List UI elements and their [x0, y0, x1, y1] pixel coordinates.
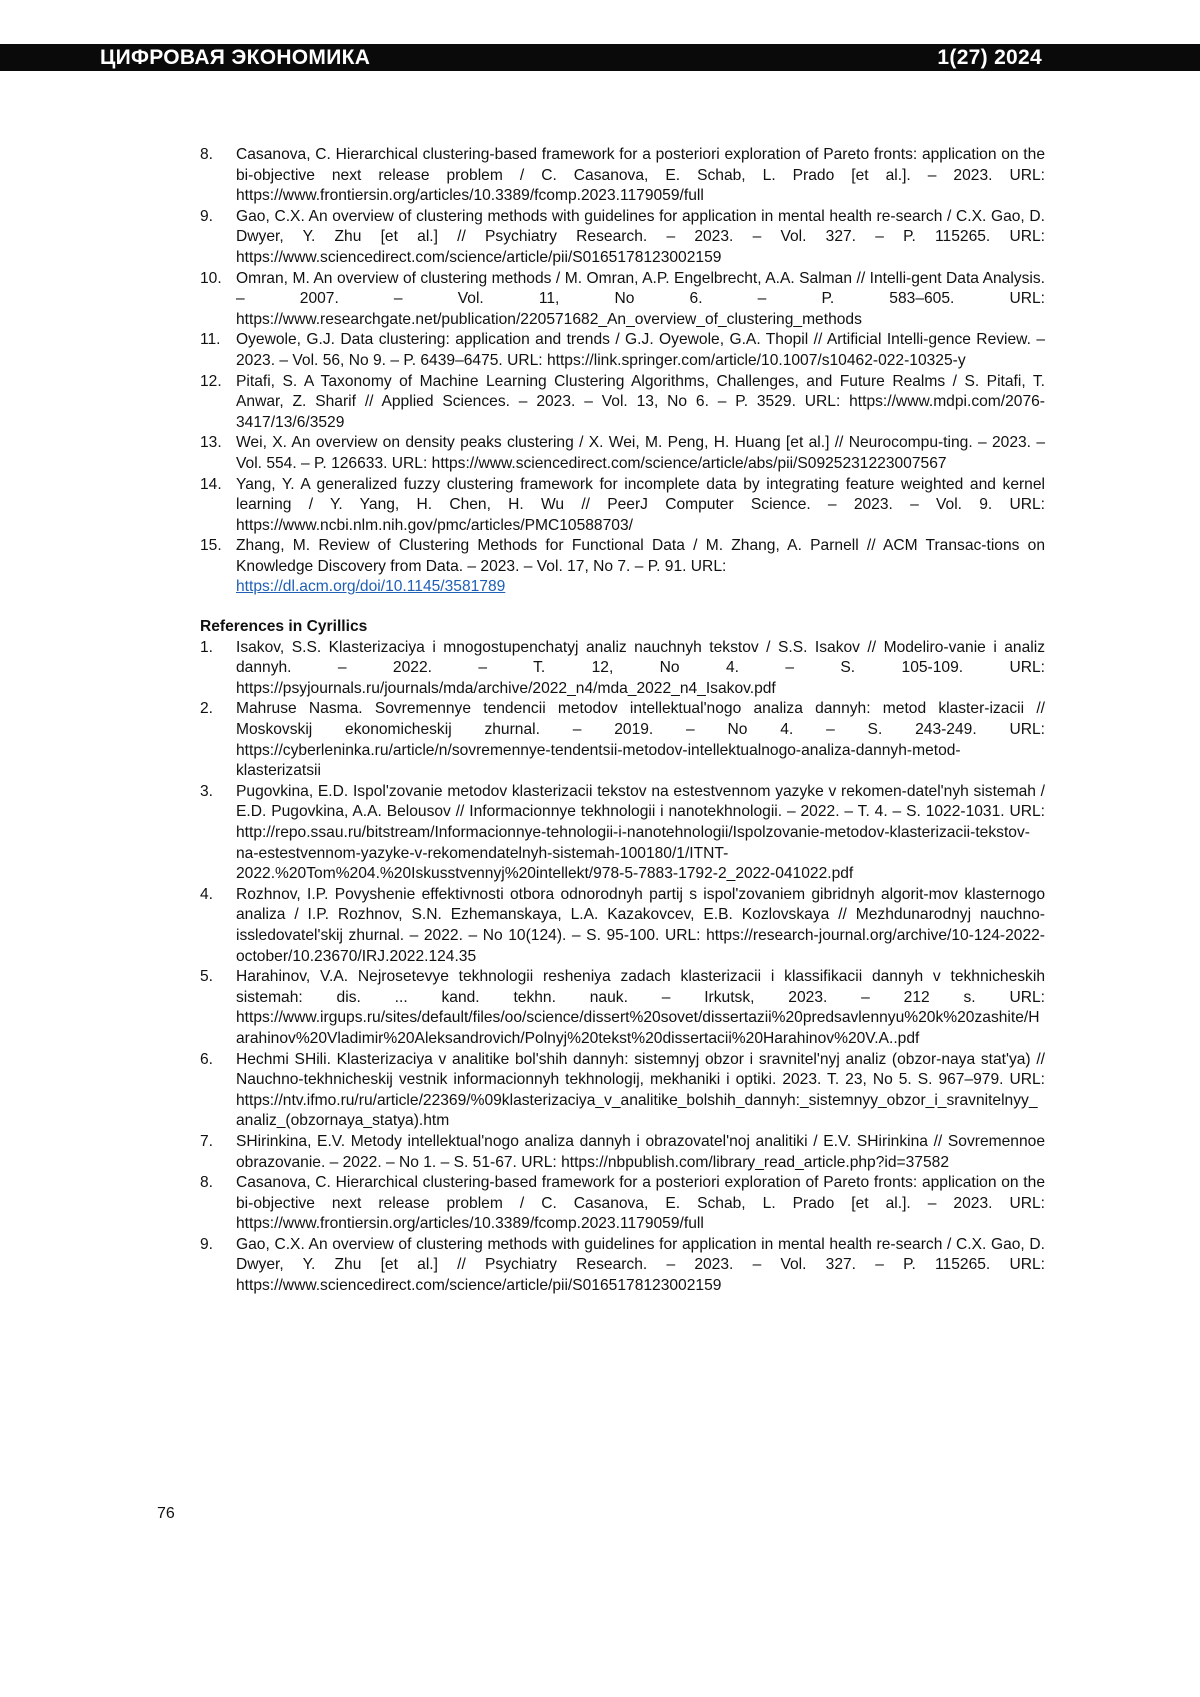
reference-item — [200, 638, 1045, 700]
reference-number: 2. — [200, 699, 213, 720]
reference-number: 11. — [200, 330, 221, 351]
reference-item — [200, 269, 1045, 331]
reference-item — [200, 1235, 1045, 1297]
reference-item — [200, 699, 1045, 781]
reference-text: Mahruse Nasma. Sovremennye tendencii metodov intellektual'nogo analiza dannyh: metod klaster-izacii // Moskovskij ekonomicheskij zhurnal. – 2019. – No 4. – S. 243-249. URL: https://cyberleninka.ru/article/n/sovremennye-tendentsii-metodov-intellektualnogo-analiza-dannyh-metod-klasterizatsii — [236, 700, 1045, 779]
doi-link[interactable]: https://dl.acm.org/doi/10.1145/3581789 — [236, 578, 505, 595]
reference-item — [200, 1050, 1045, 1132]
reference-text: Casanova, C. Hierarchical clustering-based framework for a posteriori exploration of Pareto fronts: application on the bi-objective next release problem / C. Casanova, E. Schab, L. Prado [et al.]. – 2023. URL: https://www.frontiersin.org/articles/10.3389/fcomp.2023.1179059/full — [236, 146, 1045, 204]
reference-text: Zhang, M. Review of Clustering Methods for Functional Data / M. Zhang, A. Parnell // ACM Transac-tions on Knowledge Discovery from Data. – 2023. – Vol. 17, No 7. – P. 91. URL: — [236, 537, 1045, 575]
reference-item — [200, 207, 1045, 269]
reference-text: Gao, C.X. An overview of clustering methods with guidelines for application in mental health re-search / C.X. Gao, D. Dwyer, Y. Zhu [et al.] // Psychiatry Research. – 2023. – Vol. 327. – P. 115265. URL: https://www.sciencedirect.com/science/article/pii/S0165178123002159 — [236, 208, 1045, 266]
reference-text: Pugovkina, E.D. Ispol'zovanie metodov klasterizacii tekstov na estestvennom yazyke v rekomen-datel'nyh sistemah / E.D. Pugovkina, A.A. Belousov // Informacionnye tekhnologii i nanotekhnologii. – 2022. – T. 4. – S. 1022-1031. URL: http://repo.ssau.ru/bitstream/Informacionnye-tehnologii-i-nanotehnologii/Ispolzovanie-metodov-klasterizacii-tekstov-na-estestvennom-yazyke-v-rekomendatelnyh-sistemah-100180/1/ITNT-2022.%20Tom%204.%20Iskusstvennyj%20intellekt/978-5-7883-1792-2_2022-041022.pdf — [236, 783, 1045, 882]
reference-item — [200, 1132, 1045, 1173]
reference-text: Hechmi SHili. Klasterizaciya v analitike bol'shih dannyh: sistemnyj obzor i sravnitel'nyj analiz (obzor-naya stat'ya) // Nauchno-tekhnicheskij vestnik informacionnyh tekhnologij, mekhaniki i optiki. 2023. T. 23, No 5. S. 967–979. URL: https://ntv.ifmo.ru/ru/article/22369/%09klasterizaciya_v_analitike_bolshih_dannyh:_sistemnyy_obzor_i_sravnitelnyy_analiz_(obzornaya_statya).htm — [236, 1051, 1045, 1130]
reference-text: SHirinkina, E.V. Metody intellektual'nogo analiza dannyh i obrazovatel'noj analitiki / E.V. SHirinkina // Sovremennoe obrazovanie. – 2022. – No 1. – S. 51-67. URL: https://nbpublish.com/library_read_article.php?id=37582 — [236, 1133, 1045, 1171]
reference-item — [200, 967, 1045, 1049]
reference-text: Casanova, C. Hierarchical clustering-based framework for a posteriori exploration of Pareto fronts: application on the bi-objective next release problem / C. Casanova, E. Schab, L. Prado [et al.]. – 2023. URL: https://www.frontiersin.org/articles/10.3389/fcomp.2023.1179059/full — [236, 1174, 1045, 1232]
cyrillic-references-list — [200, 638, 1045, 1297]
reference-number: 9. — [200, 1235, 213, 1256]
reference-text: Omran, M. An overview of clustering methods / M. Omran, A.P. Engelbrecht, A.A. Salman // Intelli-gent Data Analysis. – 2007. – Vol. 11, No 6. – P. 583–605. URL: https://www.researchgate.net/publication/220571682_An_overview_of_clustering_methods — [236, 270, 1045, 328]
reference-text: Oyewole, G.J. Data clustering: application and trends / G.J. Oyewole, G.A. Thopil // Artificial Intelli-gence Review. – 2023. – Vol. 56, No 9. – P. 6439–6475. URL: https://link.springer.com/article/10.1007/s10462-022-10325-y — [236, 331, 1045, 369]
reference-number: 5. — [200, 967, 213, 988]
reference-item — [200, 145, 1045, 207]
reference-number: 15. — [200, 536, 222, 557]
reference-text: Harahinov, V.A. Nejrosetevye tekhnologii resheniya zadach klasterizacii i klassifikacii dannyh v tekhnicheskih sistemah: dis. ... kand. tekhn. nauk. – Irkutsk, 2023. – 212 s. URL: https://www.irgups.ru/sites/default/files/oo/science/dissert%20sovet/dissertazii%20predsavlennyu%20k%20zashite/Harahinov%20Vladimir%20Aleksandrovich/Polnyj%20tekst%20dissertacii%20Harahinov%20V.A..pdf — [236, 968, 1045, 1047]
reference-text: Rozhnov, I.P. Povyshenie effektivnosti otbora odnorodnyh partij s ispol'zovaniem gibridnyh algorit-mov klasternogo analiza / I.P. Rozhnov, S.N. Ezhemanskaya, L.A. Kazakovcev, E.B. Kozlovskaya // Mezhdunarodnyj nauchno-issledovatel'skij zhurnal. – 2022. – No 10(124). – S. 95-100. URL: https://research-journal.org/archive/10-124-2022-october/10.23670/IRJ.2022.124.35 — [236, 886, 1045, 965]
reference-number: 7. — [200, 1132, 213, 1153]
journal-header-bar — [0, 44, 1200, 71]
reference-item — [200, 885, 1045, 967]
reference-text: Wei, X. An overview on density peaks clustering / X. Wei, M. Peng, H. Huang [et al.] // Neurocompu-ting. – 2023. – Vol. 554. – P. 126633. URL: https://www.sciencedirect.com/science/article/abs/pii/S0925231223007567 — [236, 434, 1045, 472]
reference-number: 8. — [200, 1173, 213, 1194]
reference-number: 14. — [200, 475, 222, 496]
reference-text: Pitafi, S. A Taxonomy of Machine Learning Clustering Algorithms, Challenges, and Future Realms / S. Pitafi, T. Anwar, Z. Sharif // Applied Sciences. – 2023. – Vol. 13, No 6. – P. 3529. URL: https://www.mdpi.com/2076-3417/13/6/3529 — [236, 373, 1045, 431]
journal-title: ЦИФРОВАЯ ЭКОНОМИКА — [100, 44, 370, 71]
reference-number: 10. — [200, 269, 222, 290]
reference-item — [200, 330, 1045, 371]
references-content — [200, 145, 1045, 1297]
reference-number: 9. — [200, 207, 213, 228]
reference-number: 12. — [200, 372, 222, 393]
reference-number: 1. — [200, 638, 213, 659]
reference-item — [200, 475, 1045, 537]
reference-item — [200, 782, 1045, 885]
reference-number: 4. — [200, 885, 213, 906]
reference-text: Gao, C.X. An overview of clustering methods with guidelines for application in mental health re-search / C.X. Gao, D. Dwyer, Y. Zhu [et al.] // Psychiatry Research. – 2023. – Vol. 327. – P. 115265. URL: https://www.sciencedirect.com/science/article/pii/S0165178123002159 — [236, 1236, 1045, 1294]
reference-text: Isakov, S.S. Klasterizaciya i mnogostupenchatyj analiz nauchnyh tekstov / S.S. Isakov // Modeliro-vanie i analiz dannyh. – 2022. – T. 12, No 4. – S. 105-109. URL: https://psyjournals.ru/journals/mda/archive/2022_n4/mda_2022_n4_Isakov.pdf — [236, 639, 1045, 697]
reference-number: 8. — [200, 145, 213, 166]
issue-number: 1(27) 2024 — [937, 44, 1042, 71]
reference-number: 6. — [200, 1050, 213, 1071]
reference-text: Yang, Y. A generalized fuzzy clustering framework for incomplete data by integrating feature weighted and kernel learning / Y. Yang, H. Chen, H. Wu // PeerJ Computer Science. – 2023. – Vol. 9. URL: https://www.ncbi.nlm.nih.gov/pmc/articles/PMC10588703/ — [236, 476, 1045, 534]
cyrillic-references-heading: References in Cyrillics — [200, 617, 1045, 638]
reference-item — [200, 372, 1045, 434]
reference-item — [200, 433, 1045, 474]
reference-item — [200, 536, 1045, 598]
reference-number: 13. — [200, 433, 222, 454]
reference-number: 3. — [200, 782, 213, 803]
reference-item — [200, 1173, 1045, 1235]
page-number: 76 — [157, 1505, 175, 1523]
references-list — [200, 145, 1045, 598]
